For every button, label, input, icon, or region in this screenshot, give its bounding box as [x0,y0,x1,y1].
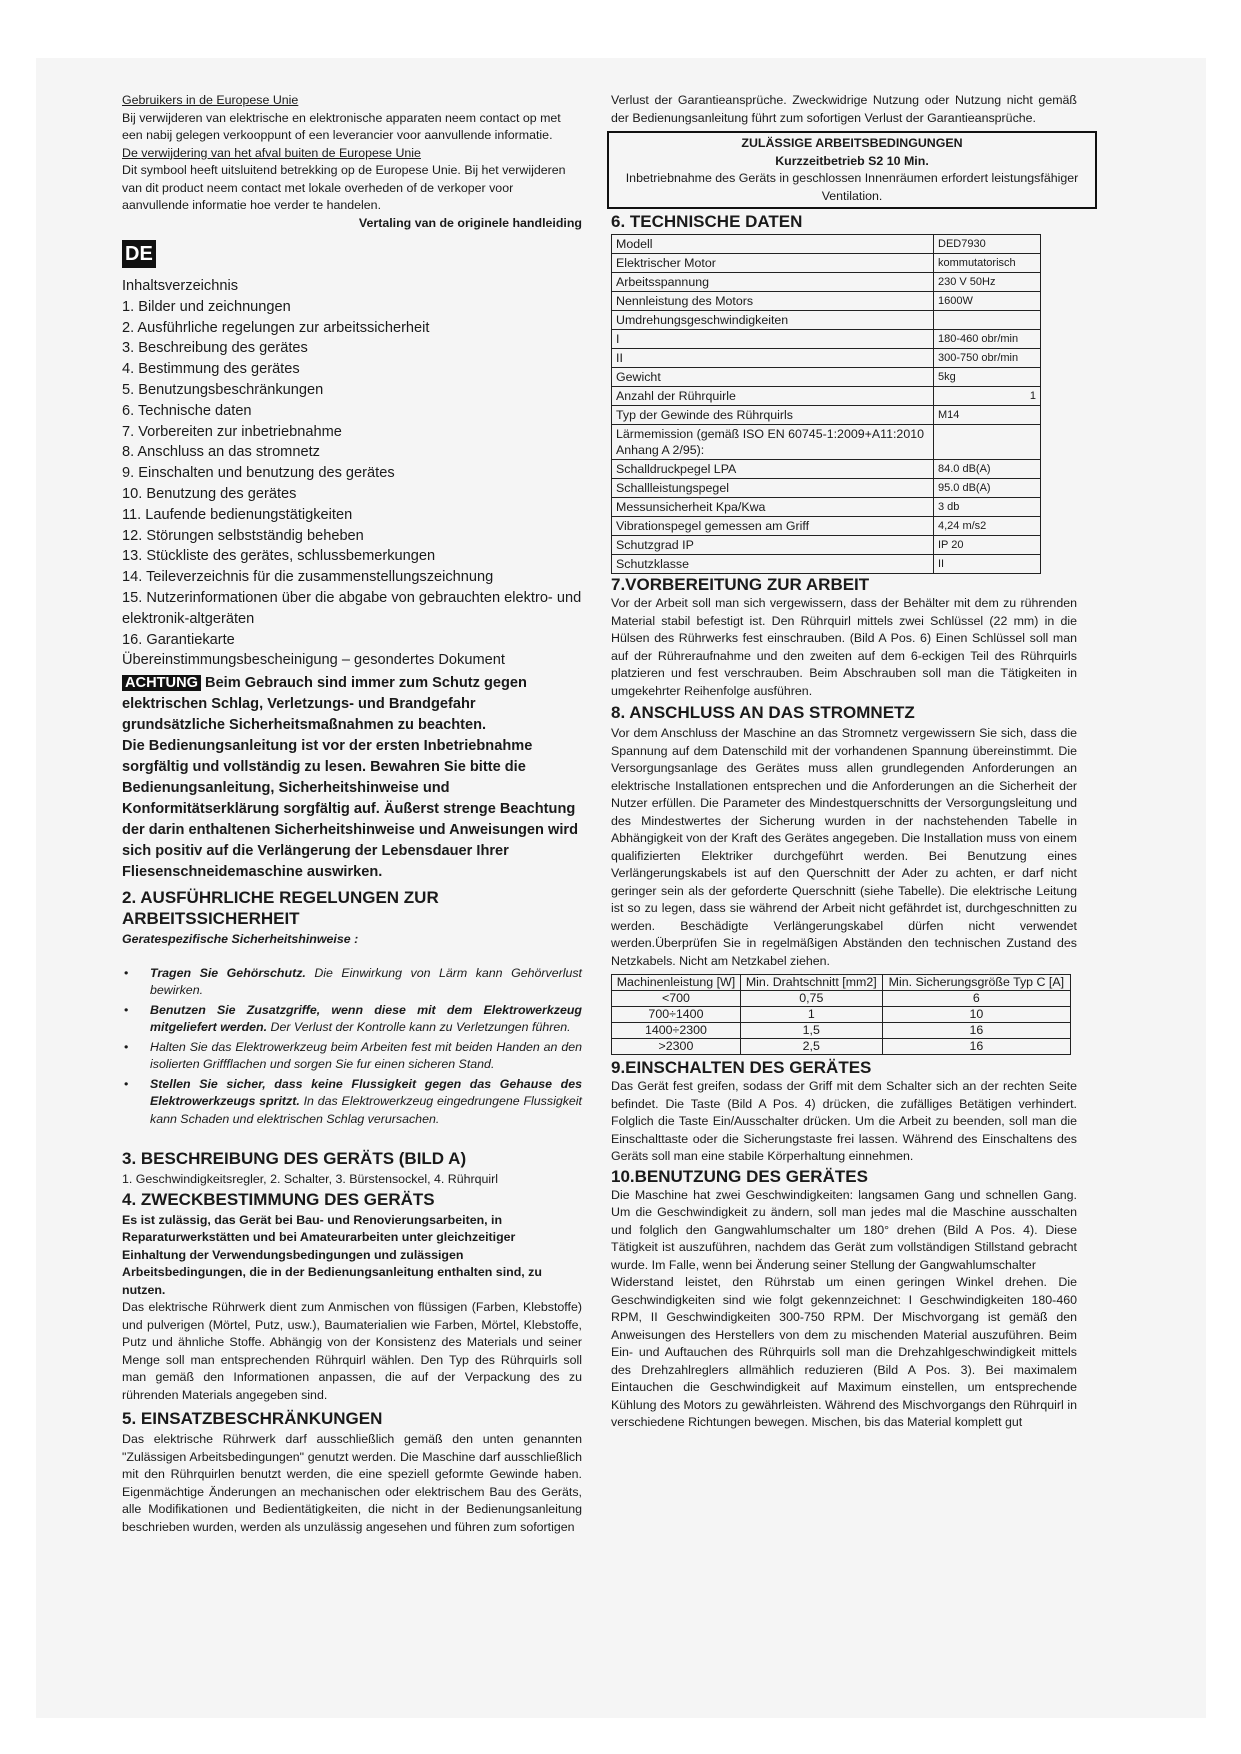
fuse-row [612,1039,1071,1055]
tech-row [612,460,1041,479]
toc-title: Inhaltsverzeichnis [122,278,238,294]
tech-row [612,498,1041,517]
tech-row [612,555,1041,574]
toc-item: 1. Bilder und zeichnungen [122,298,291,315]
tech-label: Gewicht [612,368,934,387]
tech-row [612,254,1041,273]
section-4-title: 4. ZWECKBESTIMMUNG DES GERÄTS [122,1189,435,1209]
toc-item: 13. Stückliste des gerätes, schlussbemerkungen [122,548,436,565]
toc-list [122,297,582,671]
safety-bullet [150,1076,582,1129]
fuse-cell: 1 [740,1007,882,1023]
box-text: Inbetriebnahme des Geräts in geschlossen Innenräumen erfordert leistungsfähiger Ventilation. [625,171,1079,203]
tech-label: Anzahl der Rührquirle [612,387,934,406]
section-7-title: 7.VORBEREITUNG ZUR ARBEIT [611,575,870,594]
section-8-text: Vor dem Anschluss der Maschine an das Stromnetz vergewissern Sie sich, dass die Spannung auf dem Datenschild mit der vorhandenen Spannung übereinstimmt. Die Versorgungsanlage des Gerätes muss allen grundlegenden Anforderungen an elektrische Installationen entsprechen und die Anforderungen an die Sicherheit der Nutzer erfüllen. Die Parameter des Mindestquerschnitts der Versorgungsleitung und des Mindestwertes der Sicherung wurden in der nachstehenden Tabelle in Abhängigkeit von der Kraft des Gerätes angegeben. Die Installation muss von einem qualifizierten Elektriker durchgeführt werden. Bei Benutzung eines Verlängerungskabels ist auf den Querschnitt der Ader zu achten, er darf nicht geringer sein als der geforderte Querschnitt (siehe Tabelle). Die elektrische Leitung ist so zu legen, dass sie während der Arbeit nicht gefährdet ist, durchgeschnitten zu werden. Beschädigte Verlängerungskabel dürfen nicht verwendet werden.Überprüfen Sie in regelmäßigen Abständen den technischen Zustand des Netzkabels. Nicht am Netzkabel ziehen. [611,726,1077,968]
bullet-bold: Tragen Sie Gehörschutz. [150,965,306,980]
tech-label: Schalldruckpegel LPA [612,460,934,479]
tech-row [612,330,1041,349]
warning-2: Die Bedienungsanleitung ist vor der ersten Inbetriebnahme sorgfältig und vollständig zu lesen. Bewahren Sie bitte die Bedienungsanleitung, Sicherheitshinweise und Konformitätserklärung sorgfältig auf. Äußerst strenge Beachtung der darin enthaltenen Sicherheitshinweise und Anweisungen wird sich positiv auf die Verlängerung der Lebensdauer Ihrer Fliesenschneidemaschine auswirken. [122,738,578,881]
fuse-cell: 6 [882,991,1070,1007]
safety-bullet [150,1002,582,1037]
toc-item: 4. Bestimmung des gerätes [122,361,300,378]
tech-label: II [612,349,934,368]
noneu-text: Dit symbool heeft uitsluitend betrekking op de Europese Unie. Bij het verwijderen van dit product neem contact met lokale overheden of de verkoper voor aanvullende informatie hoe verder te handelen. [122,163,566,212]
tech-row [612,517,1041,536]
left-column [122,92,582,1536]
toc-item: 14. Teileverzeichnis für die zusammenstellungszeichnung [122,569,494,586]
fuse-cell: 1400÷2300 [612,1023,741,1039]
section-5-title: 5. EINSATZBESCHRÄNKUNGEN [122,1409,383,1429]
section-2-subtitle: Geratespezifische Sicherheitshinweise : [122,932,359,947]
toc-item: 12. Störungen selbstständig beheben [122,527,364,544]
fuse-row [612,991,1071,1007]
tech-row [612,368,1041,387]
tech-value: 1 [934,387,1041,406]
box-title: ZULÄSSIGE ARBEITSBEDINGUNGEN [741,136,963,150]
table-of-contents [122,276,582,671]
bullet-text: Der Verlust der Kontrolle kann zu Verletzungen führen. [267,1020,571,1035]
fuse-cell: 16 [882,1039,1070,1055]
fuse-header: Min. Sicherungsgröße Typ C [A] [882,975,1070,991]
tech-label: Umdrehungsgeschwindigkeiten [612,311,934,330]
section-6-title: 6. TECHNISCHE DATEN [611,212,803,231]
safety-bullets [122,965,582,1129]
tech-value: 84.0 dB(A) [934,460,1041,479]
tech-value: 300-750 obr/min [934,349,1041,368]
tech-row [612,311,1041,330]
fuse-cell: <700 [612,991,741,1007]
toc-item: 7. Vorbereiten zur inbetriebnahme [122,423,342,440]
tech-row [612,479,1041,498]
tech-value: II [934,555,1041,574]
bullet-text: Halten Sie das Elektrowerkzeug beim Arbeiten fest mit beiden Handen an den isolierten Griffflachen und sorgen Sie fur einen sicheren Stand. [150,1039,582,1072]
tech-row [612,536,1041,555]
tech-label: Elektrischer Motor [612,254,934,273]
toc-item: 16. Garantiekarte [122,631,235,648]
bullet-bold: Stellen Sie sicher, dass keine Flussigkeit gegen das Gehause des Elektrowerkzeugs spritzt. [150,1076,582,1109]
toc-item: 3. Beschreibung des gerätes [122,340,308,357]
tech-label: Lärmemission (gemäß ISO EN 60745-1:2009+A11:2010 Anhang A 2/95): [612,425,934,460]
bullet-text: Die Einwirkung von Lärm kann Gehörverlust bewirken. [150,965,582,998]
tech-value: DED7930 [934,235,1041,254]
tech-row [612,273,1041,292]
translation-note: Vertaling van de originele handleiding [358,215,582,230]
fuse-cell: 2,5 [740,1039,882,1055]
tech-row [612,292,1041,311]
tech-row [612,425,1041,460]
fuse-cell: 700÷1400 [612,1007,741,1023]
right-column [611,92,1077,1432]
fuse-cell: 1,5 [740,1023,882,1039]
warning-1-text: Beim Gebrauch sind immer zum Schutz gegen elektrischen Schlag, Verletzungs- und Brandgefahr grundsätzliche Sicherheitsmaßnahmen zu beachten. [122,675,527,734]
tech-label: I [612,330,934,349]
warranty-continuation: Verlust der Garantieansprüche. Zweckwidrige Nutzung oder Nutzung nicht gemäß der Bedienungsanleitung führt zum sofortigen Verlust der Garantieansprüche. [611,93,1077,125]
fuse-header: Machinenleistung [W] [612,975,741,991]
fuse-row [612,1023,1071,1039]
tech-value: 5kg [934,368,1041,387]
tech-value: M14 [934,406,1041,425]
tech-label: Schutzklasse [612,555,934,574]
tech-label: Modell [612,235,934,254]
tech-value [934,425,1041,460]
tech-row [612,406,1041,425]
tech-value: 3 db [934,498,1041,517]
toc-item: 6. Technische daten [122,402,252,419]
tech-label: Vibrationspegel gemessen am Griff [612,517,934,536]
section-3-text: 1. Geschwindigkeitsregler, 2. Schalter, 3. Bürstensockel, 4. Rührquirl [122,1172,499,1187]
tech-row [612,349,1041,368]
working-conditions-box [607,131,1097,209]
toc-item: 9. Einschalten und benutzung des gerätes [122,465,395,482]
fuse-cell: 0,75 [740,991,882,1007]
tech-value: 95.0 dB(A) [934,479,1041,498]
section-3-title: 3. BESCHREIBUNG DES GERÄTS (BILD A) [122,1149,467,1169]
box-subtitle: Kurzzeitbetrieb S2 10 Min. [775,153,929,168]
tech-value: 180-460 obr/min [934,330,1041,349]
tech-row [612,387,1041,406]
safety-bullet [150,965,582,1000]
section-5-text: Das elektrische Rührwerk darf ausschließlich gemäß den unten genannten "Zulässigen Arbeitsbedingungen" genutzt werden. Die Maschine darf ausschließlich mit den Rührquirlen benutzt werden, die eine speziell geformte Gewinde haben. Eigenmächtige Änderungen an mechanischen oder elektrischem Bau des Geräts, alle Modifikationen und Bedientätigkeiten, die nicht in der Bedienungsanleitung beschrieben wurden, werden als unzulässig angesehen und führen zum sofortigen [122,1432,582,1534]
section-10-title: 10.BENUTZUNG DES GERÄTES [611,1166,868,1186]
fuse-cell: >2300 [612,1039,741,1055]
section-10-text-2: Widerstand leistet, den Rührstab um einen geringen Winkel drehen. Die Geschwindigkeiten sind wie folgt gekennzeichnet: I Geschwindigkeiten 180-460 RPM, II Geschwindigkeiten 300-750 RPM. Der Mischvorgang ist gemäß den Anweisungen des Herstellers von dem zu mischenden Material auszuführen. Beim Ein- und Auftauchen des Rührquirls soll man die Drehzahlgeschwindigkeit mittels des Drehzahlreglers allmählich reduzieren (Bild A Pos. 3). Bei maximalem Eintauchen die Geschwindigkeit auf Maximum einstellen, um entsprechende Kühlung des Motors zu gewährleisten. Während des Mischvorgangs den Rührquirl in verschiedene Richtungen bewegen. Mischen, bis das Material komplett gut [611,1275,1077,1429]
section-8-title: 8. ANSCHLUSS AN DAS STROMNETZ [611,703,915,722]
section-9-text: Das Gerät fest greifen, sodass der Griff mit dem Schalter sich an der rechten Seite befindet. Die Taste (Bild A Pos. 4) drücken, die zufälliges Betätigen verhindert. Folglich die Taste Ein/Ausschalter drücken. Um die Arbeit zu beenden, soll man die Einschalttaste oder die Sicherungstaste frei lassen. Während des Einschaltens des Geräts soll man eine stabile Körperhaltung einnehmen. [611,1079,1077,1163]
bullet-text: In das Elektrowerkzeug eingedrungene Flussigkeit kann Schaden und elektrischen Schlag verursachen. [150,1094,582,1126]
tech-row [612,235,1041,254]
toc-item: 15. Nutzerinformationen über die abgabe von gebrauchten elektro- und elektronik-altgeräten [122,589,582,627]
tech-value: 230 V 50Hz [934,273,1041,292]
eu-text: Bij verwijderen van elektrische en elektronische apparaten neem contact op met een nabij gelegen verkooppunt of een leverancier voor aanvullende informatie. [122,110,561,142]
section-4-text: Das elektrische Rührwerk dient zum Anmischen von flüssigen (Farben, Klebstoffe) und pulverigen (Mörtel, Putz, usw.), Baumaterialien wie Farben, Mörtel, Klebstoffe, Putz und ähnliche Stoffe. Abhängig von der Konsistenz des Materials und seiner Menge soll man entsprechenden Rührquirl wählen. Den Typ des Rührquirls soll man gemäß den Informationen anpassen, die auf der Verpackung des zu rührenden Materials angegeben sind. [122,1300,582,1402]
fuse-header: Min. Drahtschnitt [mm2] [740,975,882,991]
tech-value: 1600W [934,292,1041,311]
section-7-text: Vor der Arbeit soll man sich vergewissern, dass der Behälter mit dem zu rührenden Material stabil befestigt ist. Den Rührquirl mittels zwei Schlüssel (22 mm) in die Hülsen des Rührwerks fest einschrauben. (Bild A Pos. 6) Einen Schlüssel soll man auf der Rühreraufnahme und den zweiten auf dem 6-eckigen Teil des Rührquirls platzieren und fest verschrauben. Beim Abschrauben soll man die Tätigkeiten in umgekehrter Reihenfolge ausführen. [611,596,1077,698]
fuse-cell: 10 [882,1007,1070,1023]
tech-label: Schallleistungspegel [612,479,934,498]
toc-item: 10. Benutzung des gerätes [122,485,297,502]
fuse-cell: 16 [882,1023,1070,1039]
tech-label: Arbeitsspannung [612,273,934,292]
eu-heading: Gebruikers in de Europese Unie [122,93,299,107]
tech-value: IP 20 [934,536,1041,555]
section-2-title: 2. AUSFÜHRLICHE REGELUNGEN ZUR ARBEITSSICHERHEIT [122,888,439,929]
toc-item: 2. Ausführliche regelungen zur arbeitssicherheit [122,319,430,336]
achtung-label: ACHTUNG [122,675,201,691]
language-badge: DE [122,240,156,268]
toc-item: 11. Laufende bedienungstätigkeiten [122,506,353,523]
toc-item: 8. Anschluss an das stromnetz [122,444,320,461]
section-9-title: 9.EINSCHALTEN DES GERÄTES [611,1058,872,1077]
toc-item: 5. Benutzungsbeschränkungen [122,381,324,398]
tech-label: Typ der Gewinde des Rührquirls [612,406,934,425]
tech-value: 4,24 m/s2 [934,517,1041,536]
noneu-heading: De verwijdering van het afval buiten de Europese Unie [122,145,421,160]
section-4-bold: Es ist zulässig, das Gerät bei Bau- und Renovierungsarbeiten, in Reparaturwerkstätten und bei Amateurarbeiten unter gleichzeitiger Einhaltung der Verwendungsbedingungen und zulässigen Arbeitsbedingungen, die in der Bedienungsanleitung enthalten sind, zu nutzen. [122,1212,542,1297]
tech-label: Nennleistung des Motors [612,292,934,311]
bullet-bold: Benutzen Sie Zusatzgriffe, wenn diese mit dem Elektrowerkzeug mitgeliefert werden. [150,1002,582,1035]
toc-item: Übereinstimmungsbescheinigung – gesondertes Dokument [122,652,505,669]
fuse-row [612,1007,1071,1023]
tech-label: Schutzgrad IP [612,536,934,555]
tech-label: Messunsicherheit Kpa/Kwa [612,498,934,517]
tech-value [934,311,1041,330]
technical-data-table [611,234,1041,574]
tech-value: kommutatorisch [934,254,1041,273]
fuse-table [611,974,1071,1055]
warning-block [122,673,582,883]
safety-bullet [150,1039,582,1074]
warning-1 [122,673,582,736]
section-10-text: Die Maschine hat zwei Geschwindigkeiten: langsamen Gang und schnellen Gang. Um die Geschwindigkeit zu ändern, soll man jedes mal die Maschine ausschalten und folglich den Gangwahlumschalter um 180° drehen (Bild A Pos. 4). Diese Tätigkeit ist auszuführen, nachdem das Gerät zum vollständigen Stillstand gebracht wurde. Im Falle, wenn bei Änderung seiner Stellung der Gangwahlumschalter [611,1187,1077,1272]
fuse-header-row [612,975,1071,991]
